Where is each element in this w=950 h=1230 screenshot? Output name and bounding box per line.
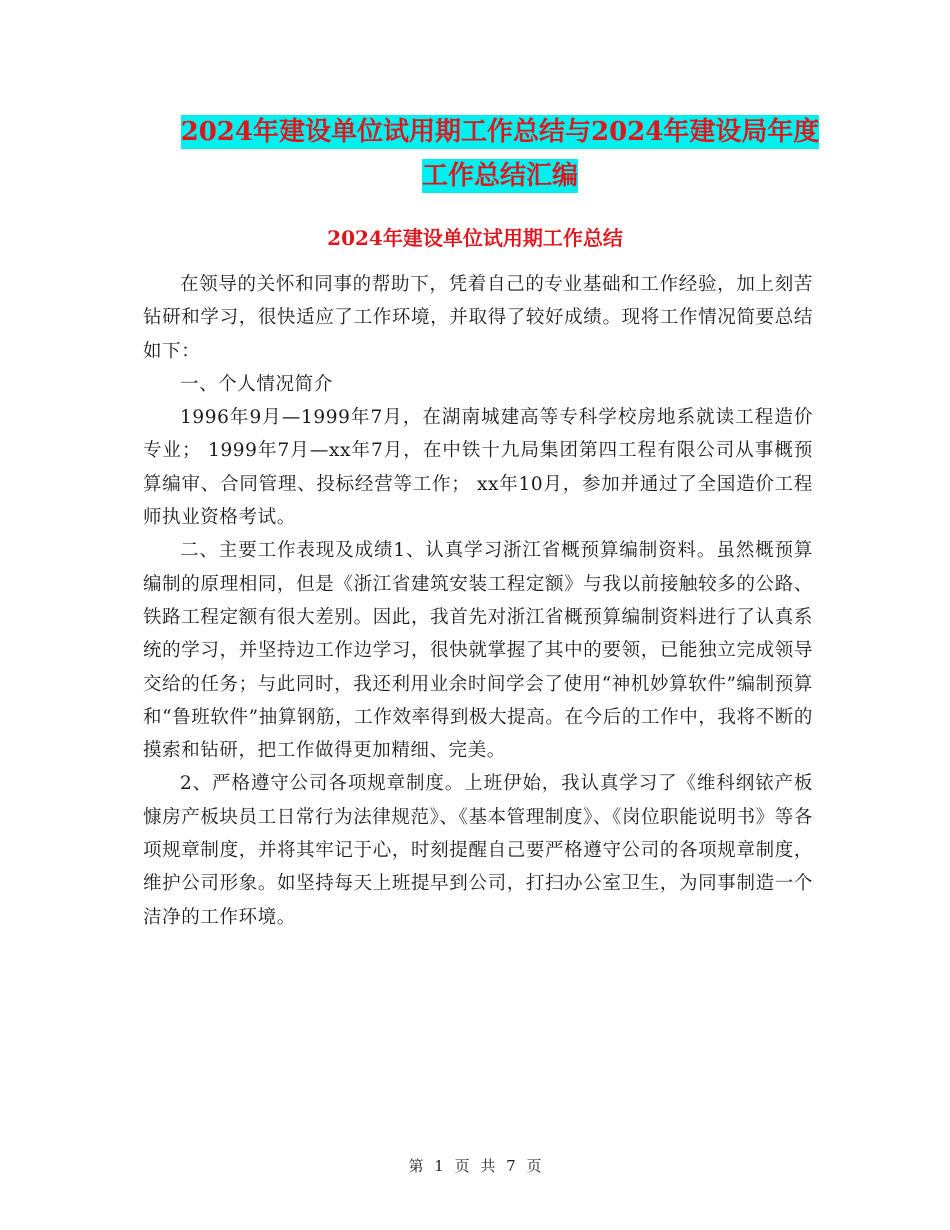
page-number-footer: 第 1 页 共 7 页 [408,1157,542,1175]
document-body [143,268,813,934]
document-title [140,110,860,198]
document-title-line-2: 工作总结汇编 [421,161,578,191]
document-title-line-1: 2024年建设单位试用期工作总结与2024年建设局年度 [180,117,820,147]
paragraph: 一、个人情况简介 [180,373,333,395]
paragraph: 在领导的关怀和同事的帮助下，凭着自己的专业基础和工作经验，加上刻苦钻研和学习，很快适应了工作环境，并取得了较好成绩。现将工作情况简要总结如下： [143,274,813,362]
section-title: 2024年建设单位试用期工作总结 [327,226,623,250]
paragraph: 2、严格遵守公司各项规章制度。上班伊始，我认真学习了《维科纲铱产板慷房产板块员工日常行为法律规范》、《基本管理制度》、《岗位职能说明书》等各项规章制度，并将其牢记于心，时刻提醒自己要严格遵守公司的各项规章制度，维护公司形象。如坚持每天上班提早到公司，打扫办公室卫生，为同事制造一个洁净的工作环境。 [143,773,813,928]
paragraph: 二、主要工作表现及成绩1、认真学习浙江省概预算编制资料。虽然概预算编制的原理相同，但是《浙江省建筑安装工程定额》与我以前接触较多的公路、铁路工程定额有很大差别。因此，我首先对浙江省概预算编制资料进行了认真系统的学习，并坚持边工作边学习，很快就掌握了其中的要领，已能独立完成领导交给的任务；与此同时，我还利用业余时间学会了使用“神机妙算软件”编制预算和“鲁班软件”抽算钢筋，工作效率得到极大提高。在今后的工作中，我将不断的摸索和钻研，把工作做得更加精细、完美。 [143,540,813,762]
paragraph: 1996年9月—1999年7月，在湖南城建高等专科学校房地系就读工程造价专业； 1999年7月—xx年7月，在中铁十九局集团第四工程有限公司从事概预算编审、合同管理、投标经营等工作； xx年10月，参加并通过了全国造价工程师执业资格考试。 [143,407,813,529]
